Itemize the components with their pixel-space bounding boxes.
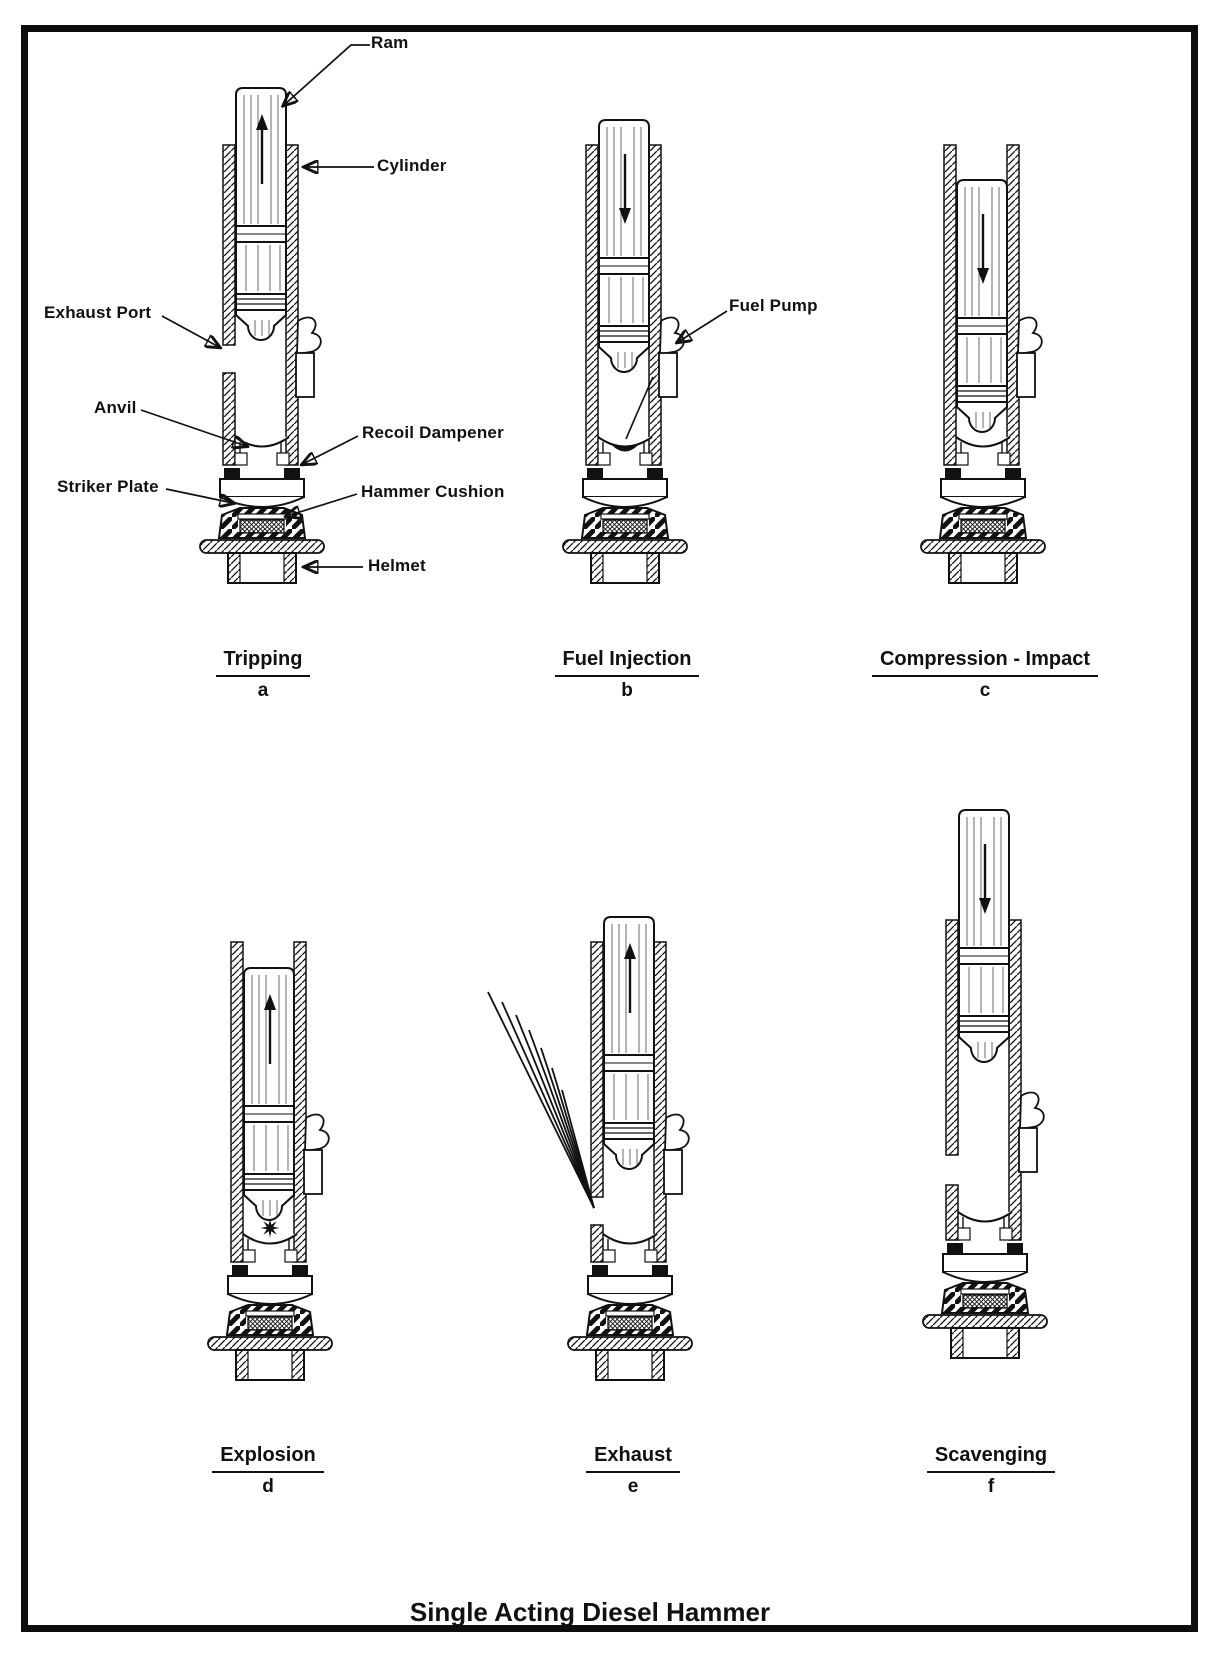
hammer-cushion [248,1317,292,1330]
recoil-dampener [1005,468,1021,479]
hammer-art-f [835,800,1135,1360]
stage-letter-c: c [979,680,991,701]
ram-nose [236,310,286,340]
striker-plate [228,1276,312,1294]
drive-assembly [208,1265,332,1380]
label-exhaust-port: Exhaust Port [44,303,152,322]
recoil-dampener [1007,1243,1023,1254]
hammer-diagram-c [833,25,1133,590]
striker-plate [943,1254,1027,1272]
hammer-cushion [963,1295,1007,1308]
label-helmet: Helmet [368,556,426,575]
ram-nose [599,342,649,372]
recoil-dampener [224,468,240,479]
fuel-pump [1017,318,1042,397]
drive-assembly [921,468,1045,583]
cylinder-wall [591,1225,603,1262]
recoil-dampener [592,1265,608,1276]
fuel-pump [659,318,684,397]
recoil-dampener [947,1243,963,1254]
exhaust-spray [488,992,594,1208]
recoil-dampener [284,468,300,479]
helmet-flange [208,1337,332,1350]
label-cylinder: Cylinder [377,156,447,175]
label-hammer-cushion: Hammer Cushion [361,482,505,501]
recoil-dampener [232,1265,248,1276]
hammer-diagram-a [112,25,412,590]
cylinder-wall [223,145,235,345]
drive-assembly [568,1265,692,1380]
cylinder-wall [231,942,243,1262]
helmet-flange [568,1337,692,1350]
cylinder-wall [944,145,956,465]
anvil [235,437,289,465]
cylinder-wall [946,1185,958,1240]
ram-nose [604,1139,654,1169]
fuel-pump [304,1115,329,1194]
hammer-art-c [833,25,1133,585]
cylinder-wall [649,145,661,465]
recoil-dampener [647,468,663,479]
hammer-cushion [961,520,1005,533]
cylinder-wall [654,942,666,1262]
label-fuel-pump: Fuel Pump [729,296,818,315]
striker-plate [583,479,667,497]
drive-assembly [923,1243,1047,1358]
caption-compression-impact [855,648,1115,702]
recoil-dampener [292,1265,308,1276]
stage-name-e: Exhaust [586,1444,680,1473]
cylinder-wall [946,920,958,1155]
label-anvil: Anvil [94,398,137,417]
stage-letter-b: b [621,680,633,701]
cylinder-wall [1009,920,1021,1240]
hammer-diagram-f [835,800,1135,1365]
helmet-flange [563,540,687,553]
stage-letter-d: d [262,1476,274,1497]
striker-plate [941,479,1025,497]
stage-letter-a: a [257,680,269,701]
caption-tripping [153,648,373,702]
fuel-pump [296,318,321,397]
ram [599,120,649,372]
recoil-dampener [587,468,603,479]
ram-nose [959,1032,1009,1062]
hammer-cushion [240,520,284,533]
stage-name-c: Compression - Impact [872,648,1098,677]
ram [604,917,654,1169]
cylinder-wall [223,373,235,465]
ram [959,810,1009,1062]
cylinder-wall [294,942,306,1262]
hammer-diagram-e [480,822,780,1387]
fuel-pump [664,1115,689,1194]
cylinder-wall [591,942,603,1197]
helmet-flange [921,540,1045,553]
hammer-cushion [608,1317,652,1330]
striker-plate [220,479,304,497]
helmet-flange [200,540,324,553]
anvil [243,1234,297,1262]
stage-name-b: Fuel Injection [555,648,700,677]
hammer-diagram-d [120,822,420,1387]
caption-exhaust [523,1444,743,1498]
ram-nose [244,1190,294,1220]
anvil [956,437,1010,465]
ram [236,88,286,340]
explosion-star [261,1219,280,1238]
stage-letter-f: f [987,1476,995,1497]
caption-fuel-injection [517,648,737,702]
fuel-pump [1019,1093,1044,1172]
hammer-art-d [120,822,420,1382]
stage-name-f: Scavenging [927,1444,1055,1473]
recoil-dampener [945,468,961,479]
recoil-dampener [652,1265,668,1276]
anvil [603,1234,657,1262]
drive-assembly [200,468,324,583]
stage-letter-e: e [627,1476,639,1497]
label-recoil-dampener: Recoil Dampener [362,423,504,442]
hammer-cushion [603,520,647,533]
caption-explosion [158,1444,378,1498]
helmet-flange [923,1315,1047,1328]
anvil [958,1212,1012,1240]
label-ram: Ram [371,33,409,52]
drive-assembly [563,468,687,583]
hammer-art-e [480,822,780,1382]
cylinder-wall [586,145,598,465]
figure-title: Single Acting Diesel Hammer [409,1597,771,1627]
stage-name-d: Explosion [212,1444,324,1473]
label-striker-plate: Striker Plate [57,477,159,496]
cylinder-wall [286,145,298,465]
ram-nose [957,402,1007,432]
ram [957,180,1007,432]
cylinder-wall [1007,145,1019,465]
ram [244,968,294,1220]
striker-plate [588,1276,672,1294]
stage-name-a: Tripping [216,648,311,677]
caption-scavenging [881,1444,1101,1498]
